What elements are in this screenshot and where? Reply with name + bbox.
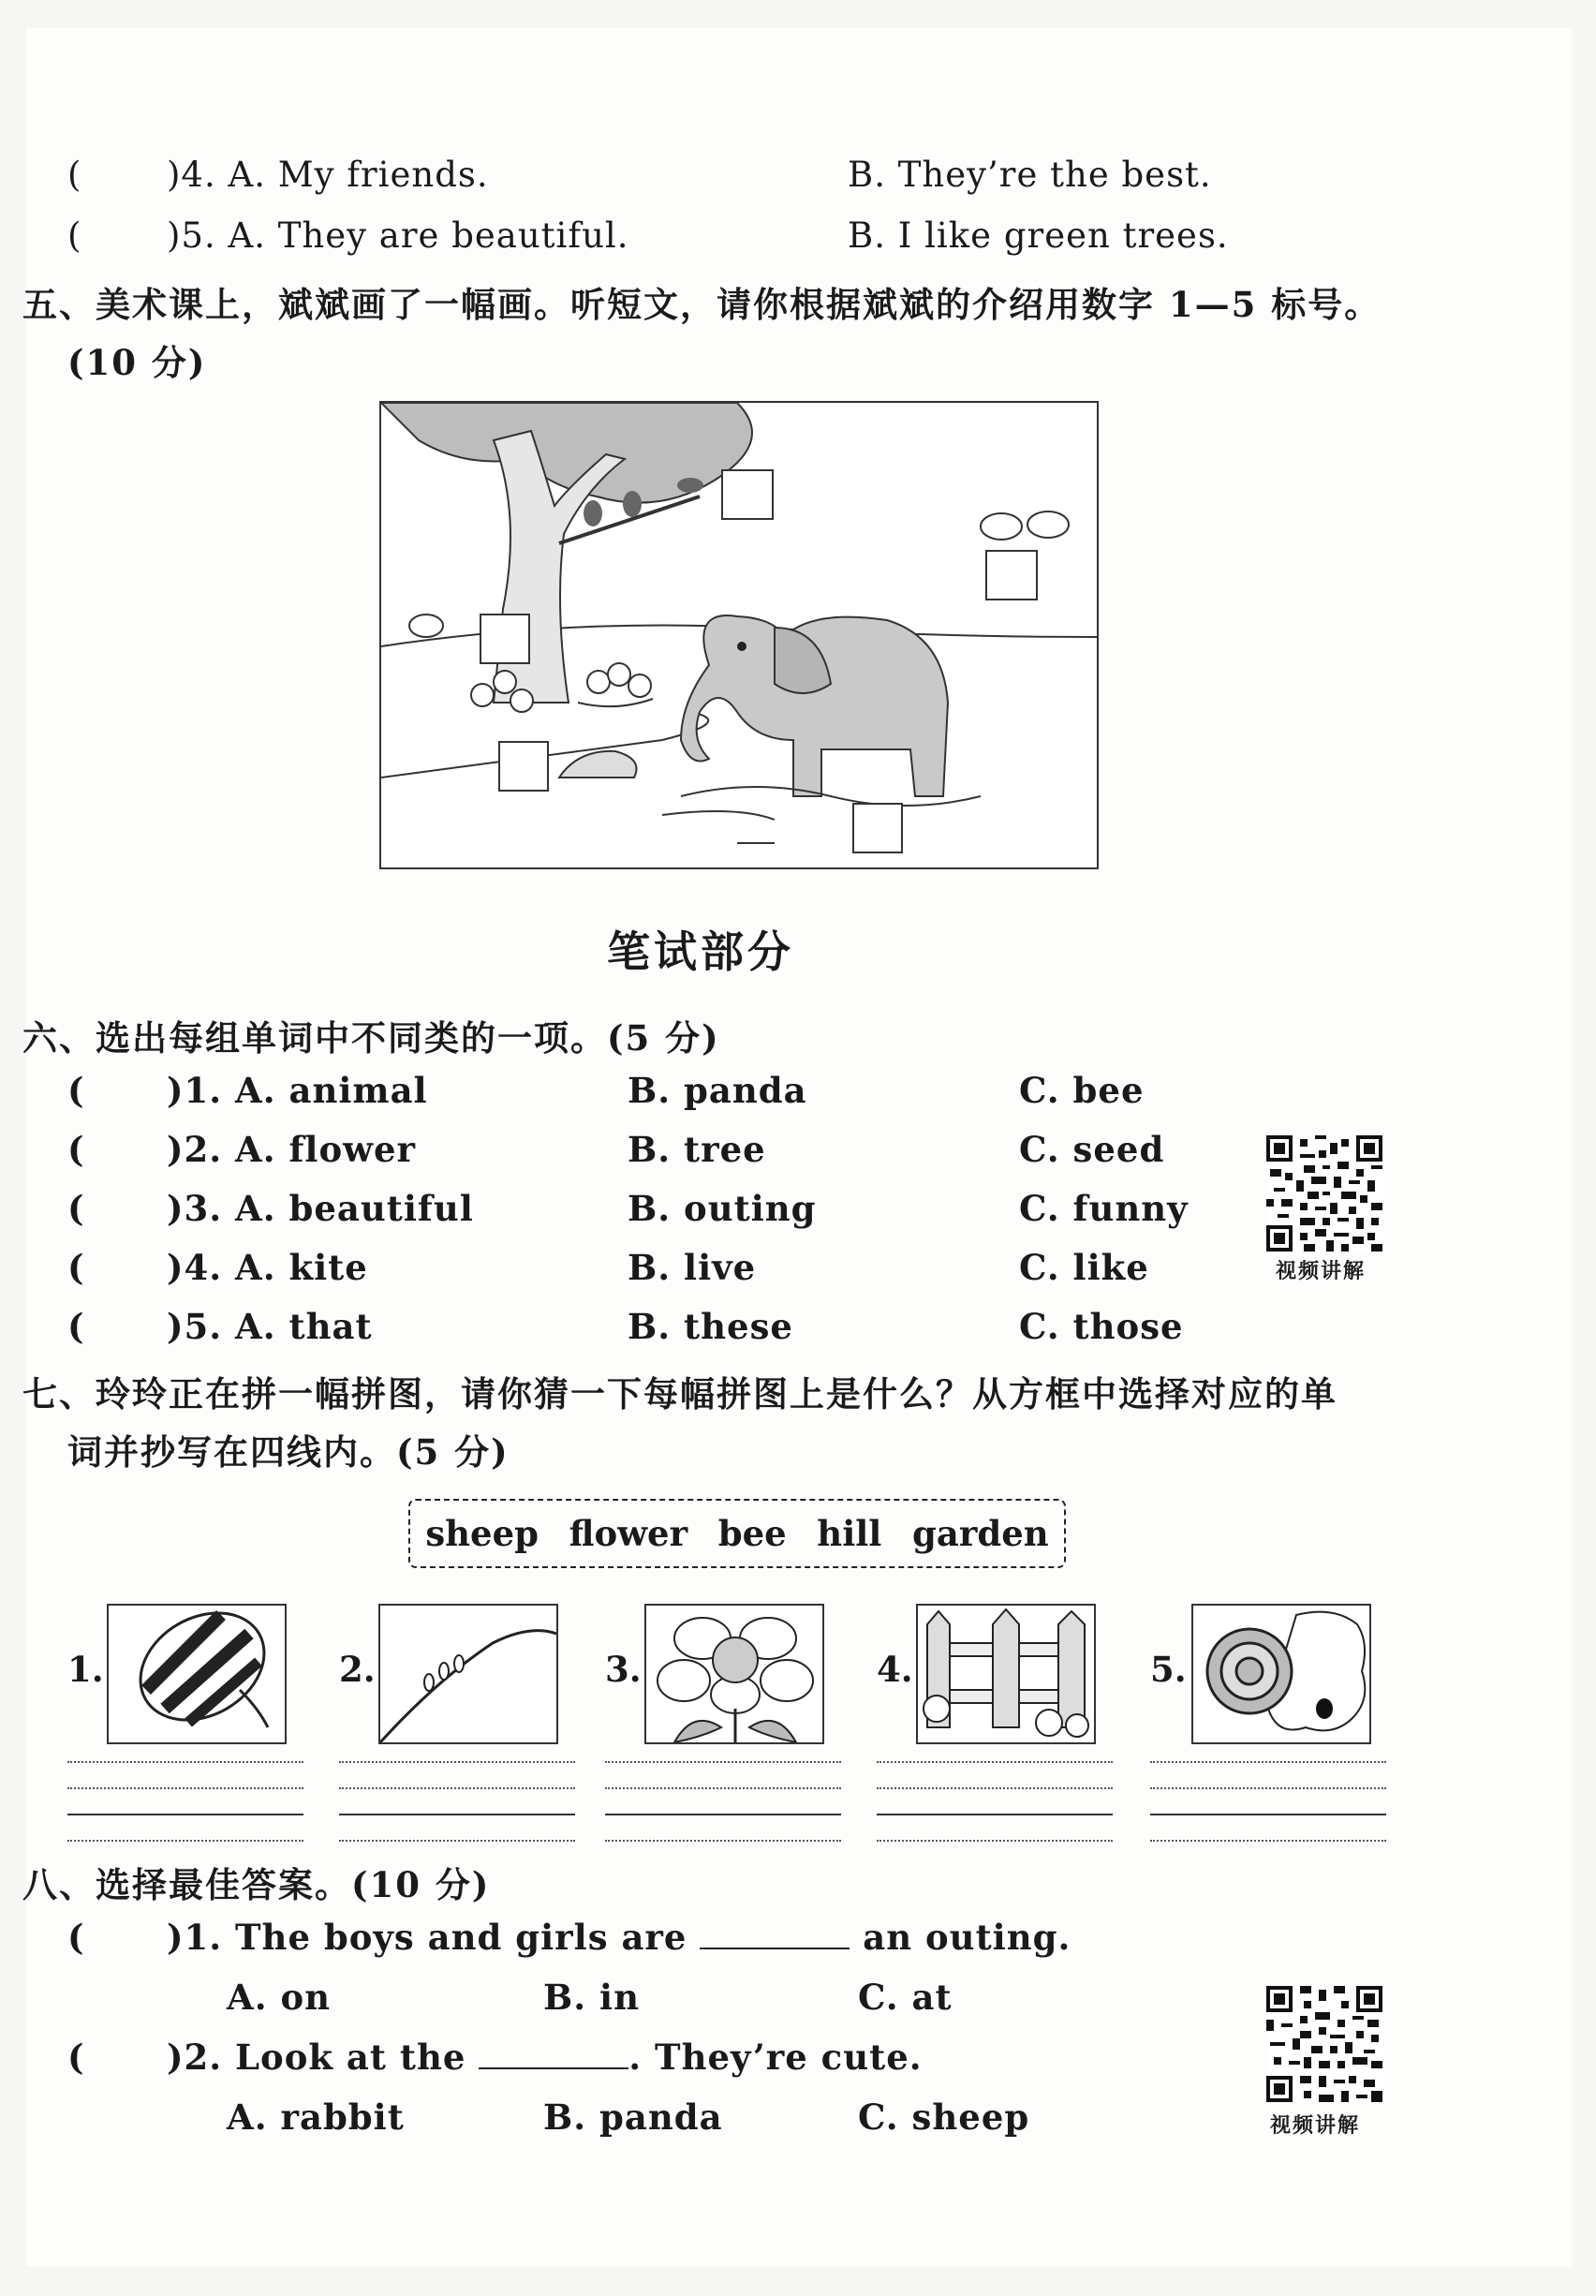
word-bank-word: hill: [817, 1513, 882, 1554]
q4-paren[interactable]: (: [67, 155, 82, 195]
puzzle-tile-1: [107, 1604, 287, 1744]
q5-option-b: B. I like green trees.: [848, 215, 1229, 256]
q4-option-b: B. They’re the best.: [848, 155, 1212, 195]
flower-icon: [646, 1606, 822, 1742]
section5-score: (10 分): [67, 342, 207, 383]
s6-q3-b: B. outing: [628, 1188, 817, 1229]
puzzle-tile-4: [916, 1604, 1096, 1744]
writing-lines-4[interactable]: [877, 1761, 1113, 1845]
puzzle-number: 5.: [1150, 1649, 1187, 1690]
puzzle-tile-3: [644, 1604, 824, 1744]
s8-q2-b: B. panda: [543, 2096, 723, 2138]
s8-q2-paren[interactable]: (: [67, 2037, 85, 2078]
s6-q5-a: )5. A. that: [167, 1306, 373, 1347]
s6-q5-b: B. these: [628, 1306, 793, 1347]
section5-title: 五、美术课上，斌斌画了一幅画。听短文，请你根据斌斌的介绍用数字 1—5 标号。: [22, 284, 1382, 325]
section8-title: 八、选择最佳答案。(10 分): [22, 1864, 491, 1905]
s6-q3-paren[interactable]: (: [67, 1188, 85, 1229]
word-bank-word: flower: [569, 1513, 688, 1554]
s8-q2-stem: [167, 2037, 923, 2078]
s6-q4-a: )4. A. kite: [167, 1247, 368, 1288]
s6-q2-b: B. tree: [628, 1129, 766, 1170]
s8-q2-blank[interactable]: [479, 2041, 628, 2069]
s6-q4-b: B. live: [628, 1247, 757, 1288]
q5-paren[interactable]: (: [67, 215, 82, 256]
qr-code-icon[interactable]: [1266, 1135, 1382, 1252]
s6-q1-a: )1. A. animal: [167, 1070, 428, 1111]
s8-q1-b: B. in: [543, 1977, 640, 2018]
puzzle-tile-5: [1191, 1604, 1371, 1744]
written-part-title: 笔试部分: [607, 926, 794, 977]
s6-q2-c: C. seed: [1019, 1129, 1165, 1170]
s8-q1-c: C. at: [858, 1977, 953, 2018]
s8-q1-stem: [167, 1917, 1071, 1958]
puzzle-number: 1.: [67, 1649, 104, 1690]
s8-q1-stem-b: an outing.: [863, 1917, 1071, 1958]
s8-q1-paren[interactable]: (: [67, 1917, 85, 1958]
bee-icon: [109, 1606, 285, 1742]
puzzle-number: 2.: [339, 1649, 376, 1690]
q4-option-a: )4. A. My friends.: [167, 155, 489, 195]
s8-q1-a: A. on: [227, 1977, 332, 2018]
writing-lines-3[interactable]: [605, 1761, 841, 1845]
q5-option-a: )5. A. They are beautiful.: [167, 215, 629, 256]
qr-code-icon[interactable]: [1266, 1986, 1382, 2102]
s8-q2-a: A. rabbit: [227, 2096, 405, 2138]
writing-lines-1[interactable]: [67, 1761, 303, 1845]
writing-lines-2[interactable]: [339, 1761, 575, 1845]
s6-q4-paren[interactable]: (: [67, 1247, 85, 1288]
writing-lines-5[interactable]: [1150, 1761, 1386, 1845]
s6-q5-paren[interactable]: (: [67, 1306, 85, 1347]
word-bank-box: [408, 1499, 1066, 1568]
s8-q1-blank[interactable]: [700, 1921, 850, 1949]
drawing-scene: [379, 401, 1099, 869]
qr-video-label: 视频讲解: [1270, 2114, 1361, 2138]
s6-q3-a: )3. A. beautiful: [167, 1188, 474, 1229]
s6-q4-c: C. like: [1019, 1247, 1149, 1288]
sheep-icon: [1193, 1606, 1369, 1742]
word-bank-word: sheep: [425, 1513, 539, 1554]
puzzle-tile-2: [378, 1604, 558, 1744]
word-bank-word: garden: [912, 1513, 1049, 1554]
puzzle-number: 4.: [877, 1649, 913, 1690]
s8-q2-stem-b: . They’re cute.: [628, 2037, 923, 2078]
s6-q1-b: B. panda: [628, 1070, 807, 1111]
s6-q2-paren[interactable]: (: [67, 1129, 85, 1170]
s6-q2-a: )2. A. flower: [167, 1129, 417, 1170]
s8-q1-stem-a: )1. The boys and girls are: [167, 1917, 687, 1958]
s8-q2-stem-a: )2. Look at the: [167, 2037, 466, 2078]
s6-q1-c: C. bee: [1019, 1070, 1145, 1111]
park-scene-image: [381, 403, 1097, 867]
s6-q5-c: C. those: [1019, 1306, 1184, 1347]
garden-icon: [918, 1606, 1094, 1742]
s6-q3-c: C. funny: [1019, 1188, 1189, 1229]
s8-q2-c: C. sheep: [858, 2096, 1030, 2138]
section6-title: 六、选出每组单词中不同类的一项。(5 分): [22, 1017, 720, 1059]
puzzle-number: 3.: [605, 1649, 642, 1690]
word-bank-word: bee: [717, 1513, 787, 1554]
section7-title-line1: 七、玲玲正在拼一幅拼图，请你猜一下每幅拼图上是什么？从方框中选择对应的单: [22, 1373, 1337, 1415]
section7-title-line2: 词并抄写在四线内。(5 分): [67, 1431, 510, 1473]
s6-q1-paren[interactable]: (: [67, 1070, 85, 1111]
hill-icon: [380, 1606, 556, 1742]
qr-video-label: 视频讲解: [1276, 1260, 1367, 1283]
